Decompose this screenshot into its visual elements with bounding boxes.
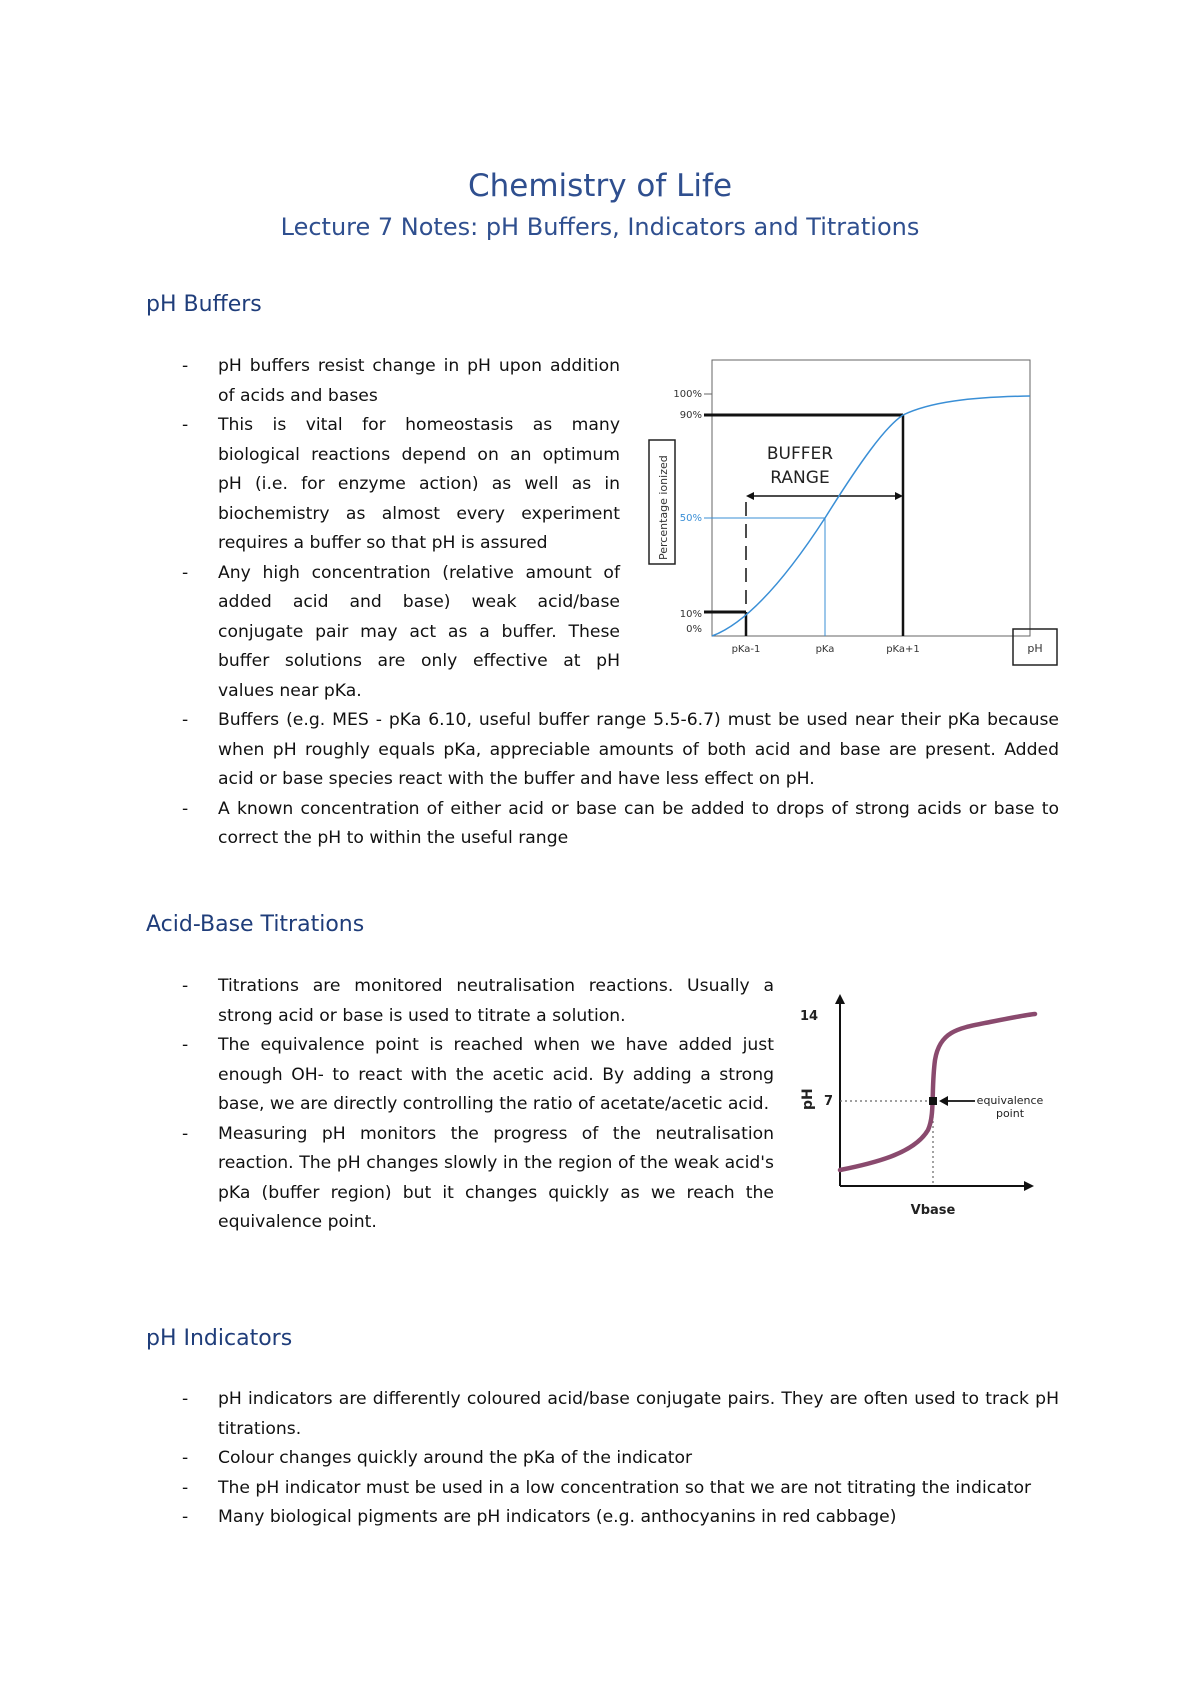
list-item: - Any high concentration (relative amount of added acid and base) weak acid/base conjugate pair may act as a buffer. These buffer solutions are only effective at pH values near pKa. — [146, 559, 620, 707]
titrations-list — [146, 972, 774, 1238]
section-heading-buffers: pH Buffers — [146, 292, 262, 317]
buffer-range-figure — [640, 352, 1060, 672]
equivalence-label-1: equivalence — [976, 1094, 1044, 1107]
list-item: - Buffers (e.g. MES - pKa 6.10, useful buffer range 5.5-6.7) must be used near their pKa because when pH roughly equals pKa, appreciable amounts of both acid and base are present. Added acid or base species react with the buffer and have less effect on pH. — [146, 706, 1059, 795]
y-tick-90: 90% — [679, 410, 702, 421]
list-item: - This is vital for homeostasis as many biological reactions depend on an optimum pH (i.e. for enzyme action) as well as in biochemistry as almost every experiment requires a buffer so that pH is assured — [146, 411, 620, 559]
buffer-range-label-1: BUFFER — [766, 444, 834, 464]
titration-curve — [840, 1014, 1035, 1170]
y-axis-label: pH — [800, 1088, 816, 1110]
y-tick-50: 50% — [679, 513, 702, 524]
list-item: - Titrations are monitored neutralisation reactions. Usually a strong acid or base is used to titrate a solution. — [146, 972, 774, 1031]
plot-frame — [712, 360, 1030, 636]
x-axis-label: pH — [1027, 642, 1043, 655]
y-tick-100: 100% — [673, 389, 702, 400]
ionization-curve — [712, 396, 1030, 636]
titration-curve-figure — [790, 990, 1070, 1230]
page-title: Chemistry of Life — [467, 168, 733, 204]
list-item: - pH buffers resist change in pH upon addition of acids and bases — [146, 352, 620, 411]
y-tick-10: 10% — [679, 609, 702, 620]
list-item: - The equivalence point is reached when we have added just enough OH- to react with the acetic acid. By adding a strong base, we are directly controlling the ratio of acetate/acetic acid. — [146, 1031, 774, 1120]
list-item: - The pH indicator must be used in a low concentration so that we are not titrating the indicator — [146, 1474, 1059, 1504]
section-heading-titrations: Acid-Base Titrations — [146, 912, 365, 937]
y-tick-7: 7 — [824, 1094, 834, 1109]
x-tick-pka: pKa — [815, 644, 835, 655]
y-axis-label: Percentage ionized — [657, 455, 670, 560]
x-tick-pka-plus: pKa+1 — [886, 644, 920, 655]
y-tick-14: 14 — [800, 1009, 819, 1024]
equivalence-label-2: point — [995, 1107, 1025, 1120]
list-item: - pH indicators are differently coloured acid/base conjugate pairs. They are often used to track pH titrations. — [146, 1385, 1059, 1444]
equivalence-point-marker — [929, 1097, 937, 1105]
x-axis-label: Vbase — [910, 1203, 956, 1218]
buffer-range-label-2: RANGE — [770, 468, 830, 488]
list-item: - Colour changes quickly around the pKa of the indicator — [146, 1444, 1059, 1474]
list-item: - Measuring pH monitors the progress of the neutralisation reaction. The pH changes slowly in the region of the weak acid's pKa (buffer region) but it changes quickly as we reach the equivalence point. — [146, 1120, 774, 1238]
y-tick-0: 0% — [686, 624, 702, 635]
buffers-list-bottom — [146, 706, 1059, 854]
x-tick-pka-minus: pKa-1 — [731, 644, 761, 655]
section-heading-indicators: pH Indicators — [146, 1326, 293, 1351]
list-item: - Many biological pigments are pH indicators (e.g. anthocyanins in red cabbage) — [146, 1503, 1059, 1533]
buffers-list-top — [146, 352, 620, 706]
page-subtitle: Lecture 7 Notes: pH Buffers, Indicators and Titrations — [280, 213, 920, 241]
list-item: - A known concentration of either acid or base can be added to drops of strong acids or base to correct the pH to within the useful range — [146, 795, 1059, 854]
indicators-list — [146, 1385, 1059, 1533]
